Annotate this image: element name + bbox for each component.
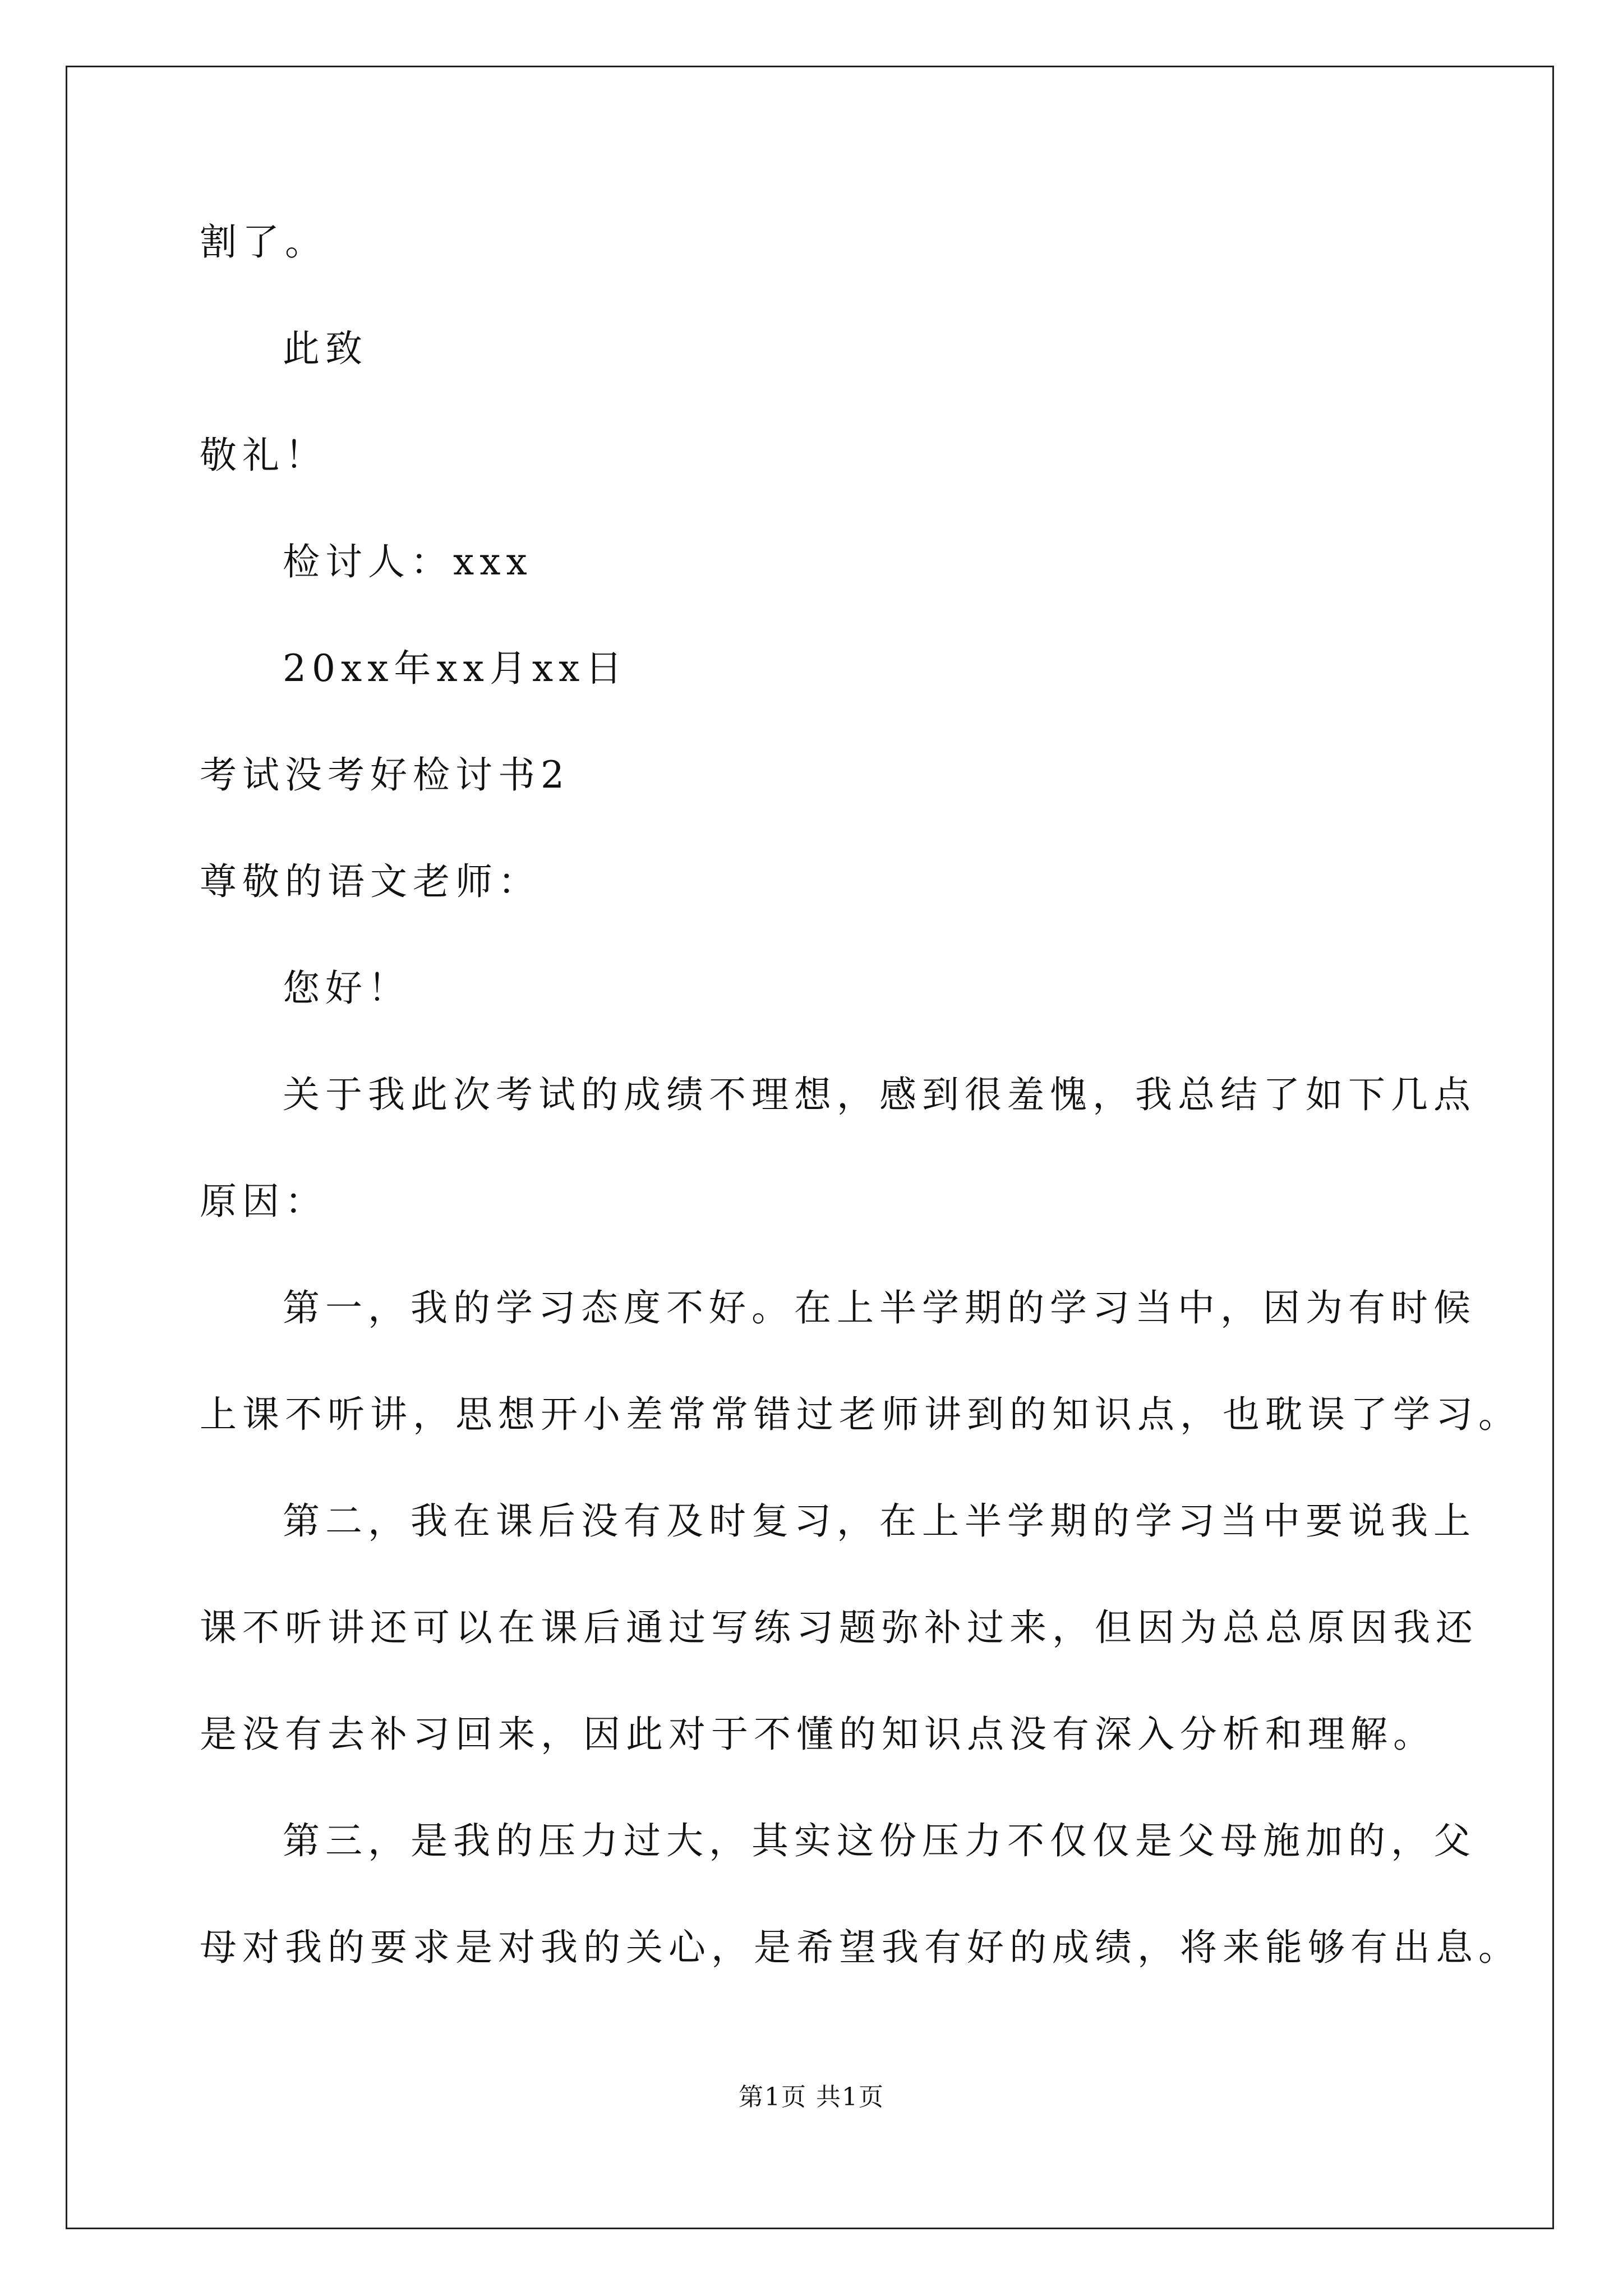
paragraph-line: 原因： bbox=[200, 1180, 328, 1223]
text-line-closing: 此致 bbox=[283, 327, 368, 370]
text-line-greeting: 尊敬的语文老师： bbox=[200, 860, 541, 903]
text-line: 割了。 bbox=[200, 220, 328, 264]
paragraph-line: 第三，是我的压力过大，其实这份压力不仅仅是父母施加的，父 bbox=[283, 1819, 1476, 1862]
paragraph-line: 上课不听讲，思想开小差常常错过老师讲到的知识点，也耽误了学习。 bbox=[200, 1393, 1521, 1436]
paragraph-line: 第二，我在课后没有及时复习，在上半学期的学习当中要说我上 bbox=[283, 1499, 1476, 1543]
paragraph-line: 第一，我的学习态度不好。在上半学期的学习当中，因为有时候 bbox=[283, 1286, 1476, 1329]
section-title: 考试没考好检讨书2 bbox=[200, 753, 570, 797]
paragraph-line: 母对我的要求是对我的关心，是希望我有好的成绩，将来能够有出息。 bbox=[200, 1926, 1521, 1969]
document-body bbox=[200, 209, 1521, 2021]
paragraph-line: 是没有去补习回来，因此对于不懂的知识点没有深入分析和理解。 bbox=[200, 1713, 1436, 1756]
paragraph-line: 课不听讲还可以在课后通过写练习题弥补过来，但因为总总原因我还 bbox=[200, 1606, 1478, 1649]
text-line-hello: 您好！ bbox=[283, 967, 411, 1010]
text-line-signer: 检讨人：xxx bbox=[283, 540, 533, 583]
text-line-salute: 敬礼！ bbox=[200, 434, 328, 477]
page-footer: 第1页 共1页 bbox=[739, 2083, 884, 2111]
paragraph-line: 关于我此次考试的成绩不理想，感到很羞愧，我总结了如下几点 bbox=[283, 1073, 1476, 1116]
text-line-date: 20xx年xx月xx日 bbox=[283, 647, 628, 690]
